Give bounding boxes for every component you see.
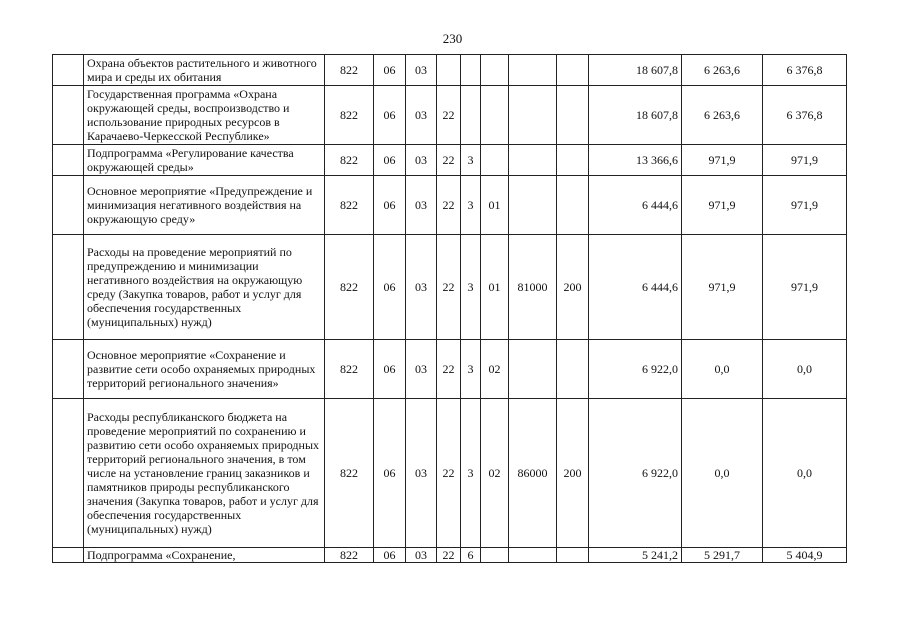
direction-code [509, 86, 557, 145]
activity-code [481, 548, 509, 563]
program-code: 22 [437, 235, 461, 340]
activity-code: 01 [481, 176, 509, 235]
subprogram-code: 3 [461, 399, 481, 548]
amount-2: 6 263,6 [682, 86, 763, 145]
program-code: 22 [437, 86, 461, 145]
ministry-code: 822 [325, 235, 374, 340]
table-row [53, 399, 847, 548]
section-code: 06 [374, 235, 406, 340]
ministry-code: 822 [325, 176, 374, 235]
amount-3: 971,9 [763, 235, 847, 340]
row-name: Охрана объектов растительного и животного мира и среды их обитания [84, 55, 325, 86]
subprogram-code: 3 [461, 176, 481, 235]
amount-2: 0,0 [682, 399, 763, 548]
amount-1: 18 607,8 [589, 55, 682, 86]
amount-2: 971,9 [682, 176, 763, 235]
direction-code: 86000 [509, 399, 557, 548]
section-code: 06 [374, 145, 406, 176]
subprogram-code: 3 [461, 145, 481, 176]
amount-2: 5 291,7 [682, 548, 763, 563]
index-cell [53, 235, 84, 340]
page-number: 230 [442, 31, 463, 46]
index-cell [53, 176, 84, 235]
ministry-code: 822 [325, 340, 374, 399]
activity-code: 02 [481, 399, 509, 548]
amount-3: 0,0 [763, 399, 847, 548]
table-row [53, 548, 847, 563]
section-code: 06 [374, 55, 406, 86]
subsection-code: 03 [406, 548, 437, 563]
budget-table [52, 54, 847, 563]
subsection-code: 03 [406, 340, 437, 399]
row-name: Основное мероприятие «Сохранение и развитие сети особо охраняемых природных территорий регионального значения» [84, 340, 325, 399]
table-row [53, 340, 847, 399]
program-code [437, 55, 461, 86]
row-name: Государственная программа «Охрана окружающей среды, воспроизводство и использование природных ресурсов в Карачаево-Черкесской Республике» [84, 86, 325, 145]
subprogram-code: 3 [461, 235, 481, 340]
subsection-code: 03 [406, 145, 437, 176]
program-code: 22 [437, 548, 461, 563]
direction-code [509, 340, 557, 399]
expense-type-code: 200 [557, 235, 589, 340]
row-name: Подпрограмма «Регулирование качества окружающей среды» [84, 145, 325, 176]
amount-2: 0,0 [682, 340, 763, 399]
row-name: Расходы республиканского бюджета на проведение мероприятий по сохранению и развитию сети особо охраняемых природных территорий регионального значения, в том числе на установление границ заказников и памятников природы республиканского значения (Закупка товаров, работ и услуг для обеспечения государственных (муниципальных) нужд) [84, 399, 325, 548]
index-cell [53, 86, 84, 145]
table-row [53, 55, 847, 86]
section-code: 06 [374, 548, 406, 563]
section-code: 06 [374, 399, 406, 548]
amount-3: 971,9 [763, 176, 847, 235]
amount-3: 5 404,9 [763, 548, 847, 563]
index-cell [53, 340, 84, 399]
index-cell [53, 55, 84, 86]
row-name: Подпрограмма «Сохранение, [84, 548, 325, 563]
expense-type-code [557, 86, 589, 145]
ministry-code: 822 [325, 86, 374, 145]
table-body [53, 55, 847, 563]
amount-2: 971,9 [682, 235, 763, 340]
table-row [53, 145, 847, 176]
ministry-code: 822 [325, 55, 374, 86]
ministry-code: 822 [325, 548, 374, 563]
expense-type-code [557, 145, 589, 176]
table-row [53, 176, 847, 235]
program-code: 22 [437, 399, 461, 548]
index-cell [53, 145, 84, 176]
subprogram-code: 6 [461, 548, 481, 563]
expense-type-code: 200 [557, 399, 589, 548]
ministry-code: 822 [325, 399, 374, 548]
row-name: Расходы на проведение мероприятий по предупреждению и минимизации негативного воздействия на окружающую среду (Закупка товаров, работ и услуг для обеспечения государственных (муниципальных) нужд) [84, 235, 325, 340]
amount-1: 5 241,2 [589, 548, 682, 563]
section-code: 06 [374, 86, 406, 145]
amount-1: 6 444,6 [589, 235, 682, 340]
amount-1: 6 922,0 [589, 399, 682, 548]
table-row [53, 86, 847, 145]
direction-code [509, 55, 557, 86]
subprogram-code: 3 [461, 340, 481, 399]
amount-2: 971,9 [682, 145, 763, 176]
program-code: 22 [437, 176, 461, 235]
amount-1: 18 607,8 [589, 86, 682, 145]
activity-code [481, 145, 509, 176]
direction-code [509, 176, 557, 235]
activity-code [481, 86, 509, 145]
activity-code: 01 [481, 235, 509, 340]
direction-code [509, 548, 557, 563]
activity-code [481, 55, 509, 86]
amount-1: 6 922,0 [589, 340, 682, 399]
amount-3: 6 376,8 [763, 55, 847, 86]
program-code: 22 [437, 145, 461, 176]
amount-3: 971,9 [763, 145, 847, 176]
direction-code [509, 145, 557, 176]
expense-type-code [557, 55, 589, 86]
expense-type-code [557, 176, 589, 235]
amount-3: 0,0 [763, 340, 847, 399]
section-code: 06 [374, 176, 406, 235]
amount-2: 6 263,6 [682, 55, 763, 86]
ministry-code: 822 [325, 145, 374, 176]
subprogram-code [461, 55, 481, 86]
program-code: 22 [437, 340, 461, 399]
subsection-code: 03 [406, 399, 437, 548]
expense-type-code [557, 340, 589, 399]
amount-1: 13 366,6 [589, 145, 682, 176]
amount-3: 6 376,8 [763, 86, 847, 145]
direction-code: 81000 [509, 235, 557, 340]
subsection-code: 03 [406, 176, 437, 235]
table-row [53, 235, 847, 340]
subprogram-code [461, 86, 481, 145]
expense-type-code [557, 548, 589, 563]
amount-1: 6 444,6 [589, 176, 682, 235]
subsection-code: 03 [406, 86, 437, 145]
row-name: Основное мероприятие «Предупреждение и минимизация негативного воздействия на окружающую среду» [84, 176, 325, 235]
section-code: 06 [374, 340, 406, 399]
index-cell [53, 399, 84, 548]
subsection-code: 03 [406, 235, 437, 340]
index-cell [53, 548, 84, 563]
subsection-code: 03 [406, 55, 437, 86]
activity-code: 02 [481, 340, 509, 399]
